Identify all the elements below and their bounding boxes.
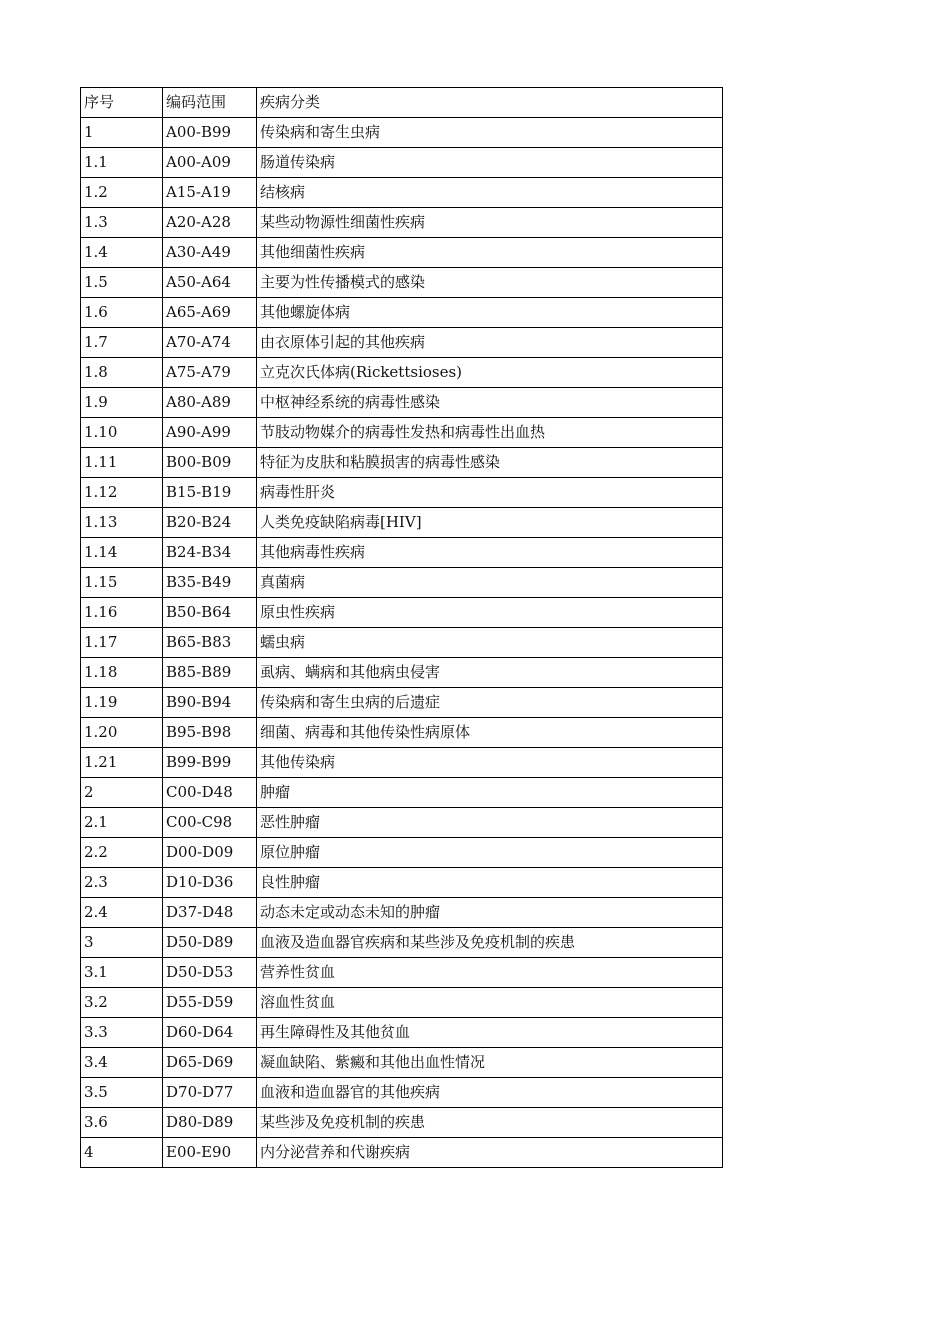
cell-serial-number: 1.1 (81, 148, 163, 178)
table-row (81, 808, 723, 838)
cell-serial-number: 1.17 (81, 628, 163, 658)
cell-serial-number: 2.4 (81, 898, 163, 928)
cell-serial-number: 1.10 (81, 418, 163, 448)
cell-code-range: A90-A99 (163, 418, 257, 448)
cell-disease-category: 某些动物源性细菌性疾病 (257, 208, 723, 238)
cell-serial-number: 1.6 (81, 298, 163, 328)
cell-disease-category: 溶血性贫血 (257, 988, 723, 1018)
table-row (81, 418, 723, 448)
cell-serial-number: 3.4 (81, 1048, 163, 1078)
cell-serial-number: 3.5 (81, 1078, 163, 1108)
table-row (81, 478, 723, 508)
table-row (81, 208, 723, 238)
table-row (81, 658, 723, 688)
cell-disease-category: 血液和造血器官的其他疾病 (257, 1078, 723, 1108)
cell-serial-number: 1.14 (81, 538, 163, 568)
cell-code-range: A70-A74 (163, 328, 257, 358)
cell-serial-number: 2.3 (81, 868, 163, 898)
cell-code-range: B99-B99 (163, 748, 257, 778)
table-row (81, 1138, 723, 1168)
cell-disease-category: 中枢神经系统的病毒性感染 (257, 388, 723, 418)
cell-disease-category: 传染病和寄生虫病 (257, 118, 723, 148)
cell-disease-category: 其他螺旋体病 (257, 298, 723, 328)
cell-disease-category: 动态未定或动态未知的肿瘤 (257, 898, 723, 928)
cell-serial-number: 1.7 (81, 328, 163, 358)
cell-disease-category: 传染病和寄生虫病的后遗症 (257, 688, 723, 718)
cell-disease-category: 人类免疫缺陷病毒[HIV] (257, 508, 723, 538)
table-row (81, 1048, 723, 1078)
cell-serial-number: 2.1 (81, 808, 163, 838)
table-row (81, 928, 723, 958)
cell-disease-category: 凝血缺陷、紫癜和其他出血性情况 (257, 1048, 723, 1078)
cell-code-range: D80-D89 (163, 1108, 257, 1138)
header-disease-category: 疾病分类 (257, 88, 723, 118)
cell-disease-category: 恶性肿瘤 (257, 808, 723, 838)
cell-serial-number: 1.2 (81, 178, 163, 208)
cell-code-range: B20-B24 (163, 508, 257, 538)
cell-code-range: C00-C98 (163, 808, 257, 838)
cell-code-range: B65-B83 (163, 628, 257, 658)
table-row (81, 508, 723, 538)
cell-serial-number: 1.11 (81, 448, 163, 478)
table-row (81, 448, 723, 478)
cell-code-range: A30-A49 (163, 238, 257, 268)
cell-serial-number: 1.13 (81, 508, 163, 538)
cell-disease-category: 其他病毒性疾病 (257, 538, 723, 568)
cell-disease-category: 营养性贫血 (257, 958, 723, 988)
cell-code-range: B85-B89 (163, 658, 257, 688)
table-row (81, 1018, 723, 1048)
cell-disease-category: 再生障碍性及其他贫血 (257, 1018, 723, 1048)
table-row (81, 898, 723, 928)
cell-code-range: A50-A64 (163, 268, 257, 298)
cell-serial-number: 3.3 (81, 1018, 163, 1048)
cell-disease-category: 内分泌营养和代谢疾病 (257, 1138, 723, 1168)
table-row (81, 778, 723, 808)
cell-code-range: B95-B98 (163, 718, 257, 748)
cell-code-range: D10-D36 (163, 868, 257, 898)
header-row (81, 88, 723, 118)
cell-code-range: D00-D09 (163, 838, 257, 868)
cell-serial-number: 1.20 (81, 718, 163, 748)
cell-serial-number: 1.3 (81, 208, 163, 238)
table-row (81, 838, 723, 868)
cell-serial-number: 3 (81, 928, 163, 958)
cell-serial-number: 1.5 (81, 268, 163, 298)
cell-serial-number: 1.16 (81, 598, 163, 628)
cell-disease-category: 由衣原体引起的其他疾病 (257, 328, 723, 358)
cell-disease-category: 某些涉及免疫机制的疾患 (257, 1108, 723, 1138)
table-row (81, 328, 723, 358)
table-row (81, 958, 723, 988)
cell-serial-number: 2.2 (81, 838, 163, 868)
header-serial-number: 序号 (81, 88, 163, 118)
table-row (81, 148, 723, 178)
cell-disease-category: 节肢动物媒介的病毒性发热和病毒性出血热 (257, 418, 723, 448)
table-row (81, 178, 723, 208)
table-row (81, 1108, 723, 1138)
cell-serial-number: 3.2 (81, 988, 163, 1018)
table-row (81, 358, 723, 388)
cell-code-range: D70-D77 (163, 1078, 257, 1108)
cell-disease-category: 蠕虫病 (257, 628, 723, 658)
cell-code-range: D60-D64 (163, 1018, 257, 1048)
table-row (81, 868, 723, 898)
cell-serial-number: 1.12 (81, 478, 163, 508)
table-row (81, 118, 723, 148)
cell-code-range: A15-A19 (163, 178, 257, 208)
disease-classification-sheet (80, 87, 722, 1168)
cell-code-range: A65-A69 (163, 298, 257, 328)
cell-serial-number: 1.4 (81, 238, 163, 268)
cell-code-range: D50-D53 (163, 958, 257, 988)
table-row (81, 718, 723, 748)
cell-disease-category: 肠道传染病 (257, 148, 723, 178)
cell-disease-category: 细菌、病毒和其他传染性病原体 (257, 718, 723, 748)
disease-classification-table (80, 87, 723, 1168)
cell-disease-category: 特征为皮肤和粘膜损害的病毒性感染 (257, 448, 723, 478)
table-row (81, 628, 723, 658)
cell-serial-number: 1 (81, 118, 163, 148)
cell-disease-category: 真菌病 (257, 568, 723, 598)
cell-disease-category: 肿瘤 (257, 778, 723, 808)
cell-disease-category: 良性肿瘤 (257, 868, 723, 898)
cell-disease-category: 主要为性传播模式的感染 (257, 268, 723, 298)
cell-code-range: A75-A79 (163, 358, 257, 388)
cell-disease-category: 结核病 (257, 178, 723, 208)
cell-code-range: B15-B19 (163, 478, 257, 508)
table-body (81, 118, 723, 1168)
cell-code-range: B35-B49 (163, 568, 257, 598)
cell-serial-number: 4 (81, 1138, 163, 1168)
table-row (81, 298, 723, 328)
table-row (81, 538, 723, 568)
cell-code-range: E00-E90 (163, 1138, 257, 1168)
cell-code-range: A00-B99 (163, 118, 257, 148)
cell-code-range: B00-B09 (163, 448, 257, 478)
cell-disease-category: 病毒性肝炎 (257, 478, 723, 508)
table-header (81, 88, 723, 118)
cell-disease-category: 血液及造血器官疾病和某些涉及免疫机制的疾患 (257, 928, 723, 958)
cell-disease-category: 其他传染病 (257, 748, 723, 778)
cell-code-range: D65-D69 (163, 1048, 257, 1078)
cell-serial-number: 2 (81, 778, 163, 808)
cell-serial-number: 1.15 (81, 568, 163, 598)
cell-serial-number: 1.21 (81, 748, 163, 778)
cell-disease-category: 原虫性疾病 (257, 598, 723, 628)
cell-code-range: A20-A28 (163, 208, 257, 238)
table-row (81, 238, 723, 268)
cell-code-range: D50-D89 (163, 928, 257, 958)
table-row (81, 598, 723, 628)
cell-disease-category: 原位肿瘤 (257, 838, 723, 868)
cell-serial-number: 1.19 (81, 688, 163, 718)
table-row (81, 268, 723, 298)
table-row (81, 388, 723, 418)
cell-code-range: D37-D48 (163, 898, 257, 928)
cell-code-range: A80-A89 (163, 388, 257, 418)
header-code-range: 编码范围 (163, 88, 257, 118)
cell-serial-number: 1.8 (81, 358, 163, 388)
cell-code-range: B50-B64 (163, 598, 257, 628)
cell-serial-number: 1.18 (81, 658, 163, 688)
cell-serial-number: 1.9 (81, 388, 163, 418)
cell-serial-number: 3.6 (81, 1108, 163, 1138)
table-row (81, 748, 723, 778)
cell-disease-category: 虱病、螨病和其他病虫侵害 (257, 658, 723, 688)
table-row (81, 1078, 723, 1108)
cell-code-range: C00-D48 (163, 778, 257, 808)
cell-code-range: B90-B94 (163, 688, 257, 718)
cell-code-range: B24-B34 (163, 538, 257, 568)
table-row (81, 988, 723, 1018)
table-row (81, 568, 723, 598)
table-row (81, 688, 723, 718)
cell-disease-category: 其他细菌性疾病 (257, 238, 723, 268)
cell-disease-category: 立克次氏体病(Rickettsioses) (257, 358, 723, 388)
cell-code-range: D55-D59 (163, 988, 257, 1018)
cell-serial-number: 3.1 (81, 958, 163, 988)
cell-code-range: A00-A09 (163, 148, 257, 178)
